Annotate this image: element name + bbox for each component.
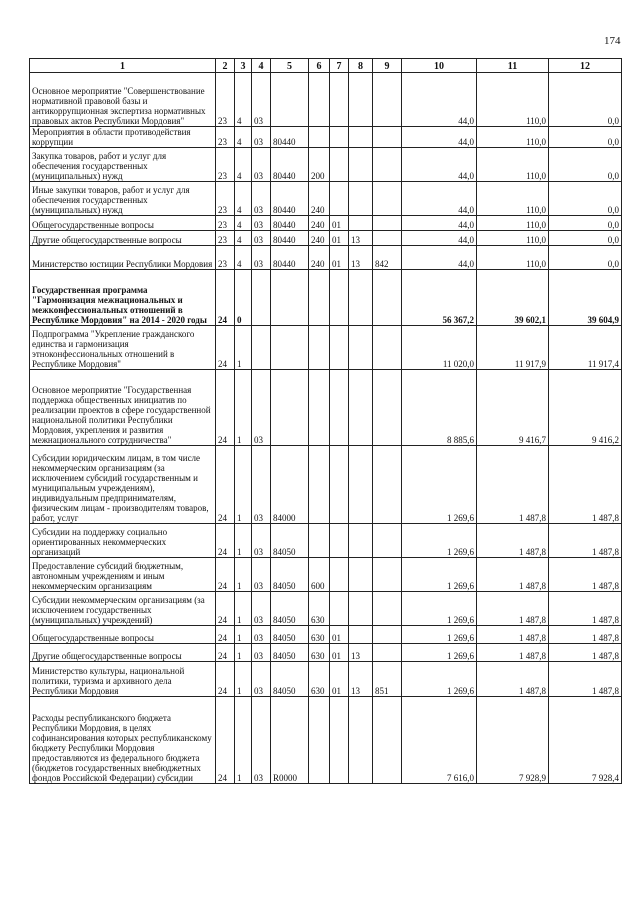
cell-col-6: 630 xyxy=(309,662,330,697)
cell-col-5 xyxy=(271,73,309,127)
cell-col-9: 842 xyxy=(373,246,402,270)
cell-col-5: 84050 xyxy=(271,592,309,626)
cell-col-5: 84050 xyxy=(271,524,309,558)
cell-col-3: 1 xyxy=(235,524,252,558)
cell-col-8 xyxy=(349,592,373,626)
cell-col-7 xyxy=(330,370,349,446)
row-name: Субсидии юридическим лицам, в том числе некоммерческим организациям (за исключением субсидий государственным и муниципальным учреждениям), индивидуальным предпринимателям, физическим лицам - производителям товаров, работ, услуг xyxy=(30,446,216,524)
cell-col-10: 11 020,0 xyxy=(402,326,477,370)
column-header-5: 5 xyxy=(271,59,309,73)
table-row xyxy=(30,127,622,148)
cell-col-8 xyxy=(349,73,373,127)
cell-col-2: 23 xyxy=(216,148,235,182)
cell-col-8 xyxy=(349,524,373,558)
cell-col-3: 4 xyxy=(235,127,252,148)
cell-col-8 xyxy=(349,446,373,524)
cell-col-5: 84050 xyxy=(271,626,309,644)
row-name: Предоставление субсидий бюджетным, автономным учреждениям и иным некоммерческим организациям xyxy=(30,558,216,592)
cell-col-6: 240 xyxy=(309,216,330,231)
cell-col-5: 80440 xyxy=(271,127,309,148)
cell-col-12: 1 487,8 xyxy=(549,524,622,558)
cell-col-2: 23 xyxy=(216,216,235,231)
cell-col-10: 7 616,0 xyxy=(402,697,477,784)
cell-col-6: 240 xyxy=(309,246,330,270)
cell-col-10: 1 269,6 xyxy=(402,592,477,626)
cell-col-7: 01 xyxy=(330,626,349,644)
table-row xyxy=(30,246,622,270)
cell-col-2: 24 xyxy=(216,626,235,644)
budget-table xyxy=(29,58,622,784)
cell-col-7 xyxy=(330,148,349,182)
cell-col-9 xyxy=(373,270,402,326)
cell-col-3: 0 xyxy=(235,270,252,326)
row-name: Основное мероприятие "Государственная поддержка общественных инициатив по реализации проектов в сфере государственной национальной политики Республики Мордовия, укрепления и развития межнационального сотрудничества" xyxy=(30,370,216,446)
cell-col-11: 110,0 xyxy=(477,73,549,127)
cell-col-6: 240 xyxy=(309,182,330,216)
cell-col-7: 01 xyxy=(330,231,349,246)
cell-col-2: 24 xyxy=(216,662,235,697)
cell-col-9 xyxy=(373,446,402,524)
cell-col-4 xyxy=(252,270,271,326)
cell-col-2: 23 xyxy=(216,73,235,127)
cell-col-3: 1 xyxy=(235,592,252,626)
cell-col-7 xyxy=(330,73,349,127)
cell-col-12: 11 917,4 xyxy=(549,326,622,370)
cell-col-10: 1 269,6 xyxy=(402,644,477,662)
cell-col-12: 1 487,8 xyxy=(549,662,622,697)
cell-col-2: 23 xyxy=(216,182,235,216)
cell-col-9 xyxy=(373,644,402,662)
cell-col-11: 39 602,1 xyxy=(477,270,549,326)
cell-col-12: 0,0 xyxy=(549,148,622,182)
cell-col-7: 01 xyxy=(330,246,349,270)
cell-col-11: 1 487,8 xyxy=(477,524,549,558)
cell-col-8 xyxy=(349,216,373,231)
cell-col-9 xyxy=(373,216,402,231)
table-row xyxy=(30,148,622,182)
cell-col-11: 1 487,8 xyxy=(477,558,549,592)
cell-col-6 xyxy=(309,524,330,558)
column-header-10: 10 xyxy=(402,59,477,73)
table-row xyxy=(30,697,622,784)
cell-col-12: 39 604,9 xyxy=(549,270,622,326)
table-row xyxy=(30,326,622,370)
cell-col-7: 01 xyxy=(330,644,349,662)
cell-col-6: 630 xyxy=(309,644,330,662)
table-row xyxy=(30,73,622,127)
cell-col-3: 1 xyxy=(235,446,252,524)
cell-col-3: 1 xyxy=(235,697,252,784)
cell-col-5: 84050 xyxy=(271,662,309,697)
cell-col-2: 23 xyxy=(216,246,235,270)
cell-col-4 xyxy=(252,326,271,370)
cell-col-8 xyxy=(349,182,373,216)
row-name: Министерство культуры, национальной политики, туризма и архивного дела Республики Мордовия xyxy=(30,662,216,697)
cell-col-10: 44,0 xyxy=(402,216,477,231)
cell-col-2: 24 xyxy=(216,524,235,558)
cell-col-8 xyxy=(349,127,373,148)
cell-col-3: 4 xyxy=(235,216,252,231)
cell-col-6 xyxy=(309,326,330,370)
cell-col-9 xyxy=(373,626,402,644)
cell-col-11: 110,0 xyxy=(477,127,549,148)
cell-col-5: 80440 xyxy=(271,216,309,231)
cell-col-7 xyxy=(330,697,349,784)
cell-col-6 xyxy=(309,697,330,784)
row-name: Министерство юстиции Республики Мордовия xyxy=(30,246,216,270)
table-row xyxy=(30,446,622,524)
table-row xyxy=(30,216,622,231)
cell-col-4: 03 xyxy=(252,592,271,626)
cell-col-11: 1 487,8 xyxy=(477,592,549,626)
cell-col-10: 44,0 xyxy=(402,231,477,246)
cell-col-7 xyxy=(330,524,349,558)
cell-col-2: 24 xyxy=(216,592,235,626)
cell-col-9 xyxy=(373,524,402,558)
cell-col-2: 23 xyxy=(216,127,235,148)
cell-col-2: 24 xyxy=(216,370,235,446)
table-row xyxy=(30,524,622,558)
column-header-4: 4 xyxy=(252,59,271,73)
table-row xyxy=(30,270,622,326)
cell-col-3: 1 xyxy=(235,558,252,592)
cell-col-11: 110,0 xyxy=(477,148,549,182)
cell-col-5: 84050 xyxy=(271,558,309,592)
row-name: Мероприятия в области противодействия коррупции xyxy=(30,127,216,148)
column-header-11: 11 xyxy=(477,59,549,73)
cell-col-8: 13 xyxy=(349,644,373,662)
cell-col-6 xyxy=(309,446,330,524)
cell-col-11: 110,0 xyxy=(477,231,549,246)
cell-col-5 xyxy=(271,270,309,326)
row-name: Иные закупки товаров, работ и услуг для обеспечения государственных (муниципальных) нужд xyxy=(30,182,216,216)
cell-col-5 xyxy=(271,326,309,370)
cell-col-10: 44,0 xyxy=(402,127,477,148)
cell-col-4: 03 xyxy=(252,216,271,231)
cell-col-10: 44,0 xyxy=(402,246,477,270)
cell-col-3: 4 xyxy=(235,73,252,127)
cell-col-9 xyxy=(373,231,402,246)
cell-col-3: 1 xyxy=(235,662,252,697)
cell-col-9 xyxy=(373,326,402,370)
cell-col-12: 0,0 xyxy=(549,246,622,270)
cell-col-12: 1 487,8 xyxy=(549,644,622,662)
cell-col-11: 110,0 xyxy=(477,216,549,231)
cell-col-7 xyxy=(330,270,349,326)
column-header-9: 9 xyxy=(373,59,402,73)
table-row xyxy=(30,644,622,662)
cell-col-12: 1 487,8 xyxy=(549,626,622,644)
cell-col-2: 24 xyxy=(216,326,235,370)
cell-col-9: 851 xyxy=(373,662,402,697)
cell-col-10: 44,0 xyxy=(402,148,477,182)
table-row xyxy=(30,231,622,246)
cell-col-4: 03 xyxy=(252,626,271,644)
cell-col-8 xyxy=(349,558,373,592)
cell-col-3: 4 xyxy=(235,182,252,216)
cell-col-3: 1 xyxy=(235,370,252,446)
cell-col-3: 1 xyxy=(235,326,252,370)
cell-col-9 xyxy=(373,148,402,182)
cell-col-8 xyxy=(349,370,373,446)
cell-col-9 xyxy=(373,182,402,216)
cell-col-6 xyxy=(309,270,330,326)
cell-col-12: 1 487,8 xyxy=(549,592,622,626)
cell-col-4: 03 xyxy=(252,246,271,270)
cell-col-4: 03 xyxy=(252,231,271,246)
cell-col-2: 24 xyxy=(216,446,235,524)
table-row xyxy=(30,182,622,216)
cell-col-7 xyxy=(330,127,349,148)
cell-col-4: 03 xyxy=(252,182,271,216)
cell-col-7 xyxy=(330,182,349,216)
cell-col-6: 630 xyxy=(309,592,330,626)
cell-col-8: 13 xyxy=(349,231,373,246)
column-header-1: 1 xyxy=(30,59,216,73)
cell-col-9 xyxy=(373,592,402,626)
cell-col-7 xyxy=(330,446,349,524)
cell-col-5: 84000 xyxy=(271,446,309,524)
cell-col-4: 03 xyxy=(252,127,271,148)
row-name: Другие общегосударственные вопросы xyxy=(30,644,216,662)
column-header-6: 6 xyxy=(309,59,330,73)
cell-col-2: 24 xyxy=(216,270,235,326)
row-name: Другие общегосударственные вопросы xyxy=(30,231,216,246)
row-name: Подпрограмма "Укрепление гражданского единства и гармонизация этноконфессиональных отношений в Республике Мордовия" xyxy=(30,326,216,370)
cell-col-9 xyxy=(373,127,402,148)
column-header-12: 12 xyxy=(549,59,622,73)
cell-col-7: 01 xyxy=(330,662,349,697)
table-row xyxy=(30,626,622,644)
column-header-2: 2 xyxy=(216,59,235,73)
cell-col-12: 7 928,4 xyxy=(549,697,622,784)
table-row xyxy=(30,592,622,626)
cell-col-2: 23 xyxy=(216,231,235,246)
row-name: Общегосударственные вопросы xyxy=(30,626,216,644)
cell-col-2: 24 xyxy=(216,558,235,592)
cell-col-11: 110,0 xyxy=(477,246,549,270)
cell-col-9 xyxy=(373,697,402,784)
cell-col-7: 01 xyxy=(330,216,349,231)
cell-col-11: 9 416,7 xyxy=(477,370,549,446)
cell-col-10: 1 269,6 xyxy=(402,558,477,592)
cell-col-3: 1 xyxy=(235,644,252,662)
cell-col-4: 03 xyxy=(252,446,271,524)
cell-col-10: 44,0 xyxy=(402,73,477,127)
cell-col-8 xyxy=(349,148,373,182)
column-header-7: 7 xyxy=(330,59,349,73)
cell-col-2: 24 xyxy=(216,644,235,662)
cell-col-5: 80440 xyxy=(271,231,309,246)
cell-col-9 xyxy=(373,73,402,127)
cell-col-10: 1 269,6 xyxy=(402,446,477,524)
cell-col-8 xyxy=(349,697,373,784)
cell-col-4: 03 xyxy=(252,370,271,446)
cell-col-11: 110,0 xyxy=(477,182,549,216)
cell-col-11: 1 487,8 xyxy=(477,626,549,644)
cell-col-3: 4 xyxy=(235,231,252,246)
row-name: Государственная программа "Гармонизация межнациональных и межконфессиональных отношений в Республике Мордовия" на 2014 - 2020 годы xyxy=(30,270,216,326)
cell-col-6 xyxy=(309,370,330,446)
cell-col-6 xyxy=(309,73,330,127)
cell-col-5: 80440 xyxy=(271,148,309,182)
cell-col-9 xyxy=(373,558,402,592)
cell-col-12: 0,0 xyxy=(549,182,622,216)
cell-col-7 xyxy=(330,558,349,592)
cell-col-7 xyxy=(330,592,349,626)
cell-col-12: 0,0 xyxy=(549,127,622,148)
row-name: Общегосударственные вопросы xyxy=(30,216,216,231)
cell-col-11: 1 487,8 xyxy=(477,644,549,662)
row-name: Расходы республиканского бюджета Республики Мордовия, в целях софинансирования которых республиканскому бюджету Республики Мордовия предоставляются из федерального бюджета (бюджетов государственных внебюджетных фондов Российской Федерации) субсидии xyxy=(30,697,216,784)
cell-col-11: 1 487,8 xyxy=(477,662,549,697)
cell-col-11: 1 487,8 xyxy=(477,446,549,524)
cell-col-10: 1 269,6 xyxy=(402,626,477,644)
cell-col-2: 24 xyxy=(216,697,235,784)
cell-col-8 xyxy=(349,626,373,644)
cell-col-5: 80440 xyxy=(271,182,309,216)
cell-col-10: 44,0 xyxy=(402,182,477,216)
cell-col-7 xyxy=(330,326,349,370)
cell-col-10: 1 269,6 xyxy=(402,524,477,558)
cell-col-5 xyxy=(271,370,309,446)
page-number: 174 xyxy=(604,35,621,47)
row-name: Субсидии на поддержку социально ориентированных некоммерческих организаций xyxy=(30,524,216,558)
row-name: Основное мероприятие "Совершенствование нормативной правовой базы и антикоррупционная экспертиза нормативных правовых актов Республики Мордовия" xyxy=(30,73,216,127)
cell-col-5: 84050 xyxy=(271,644,309,662)
cell-col-6: 630 xyxy=(309,626,330,644)
cell-col-12: 9 416,2 xyxy=(549,370,622,446)
cell-col-4: 03 xyxy=(252,697,271,784)
cell-col-4: 03 xyxy=(252,73,271,127)
cell-col-11: 7 928,9 xyxy=(477,697,549,784)
cell-col-5: R0000 xyxy=(271,697,309,784)
cell-col-4: 03 xyxy=(252,148,271,182)
cell-col-6 xyxy=(309,127,330,148)
cell-col-11: 11 917,9 xyxy=(477,326,549,370)
cell-col-3: 1 xyxy=(235,626,252,644)
cell-col-8: 13 xyxy=(349,246,373,270)
cell-col-4: 03 xyxy=(252,558,271,592)
cell-col-9 xyxy=(373,370,402,446)
cell-col-12: 0,0 xyxy=(549,73,622,127)
table-row xyxy=(30,558,622,592)
cell-col-12: 1 487,8 xyxy=(549,446,622,524)
cell-col-5: 80440 xyxy=(271,246,309,270)
table-row xyxy=(30,370,622,446)
table-header-row xyxy=(30,59,622,73)
cell-col-8 xyxy=(349,270,373,326)
cell-col-10: 1 269,6 xyxy=(402,662,477,697)
column-header-3: 3 xyxy=(235,59,252,73)
row-name: Закупка товаров, работ и услуг для обеспечения государственных (муниципальных) нужд xyxy=(30,148,216,182)
cell-col-6: 200 xyxy=(309,148,330,182)
cell-col-10: 56 367,2 xyxy=(402,270,477,326)
cell-col-12: 0,0 xyxy=(549,231,622,246)
cell-col-3: 4 xyxy=(235,246,252,270)
cell-col-12: 0,0 xyxy=(549,216,622,231)
cell-col-6: 240 xyxy=(309,231,330,246)
cell-col-4: 03 xyxy=(252,662,271,697)
column-header-8: 8 xyxy=(349,59,373,73)
table-row xyxy=(30,662,622,697)
cell-col-4: 03 xyxy=(252,524,271,558)
cell-col-4: 03 xyxy=(252,644,271,662)
cell-col-8: 13 xyxy=(349,662,373,697)
cell-col-10: 8 885,6 xyxy=(402,370,477,446)
cell-col-3: 4 xyxy=(235,148,252,182)
cell-col-12: 1 487,8 xyxy=(549,558,622,592)
row-name: Субсидии некоммерческим организациям (за исключением государственных (муниципальных) учреждений) xyxy=(30,592,216,626)
cell-col-8 xyxy=(349,326,373,370)
cell-col-6: 600 xyxy=(309,558,330,592)
